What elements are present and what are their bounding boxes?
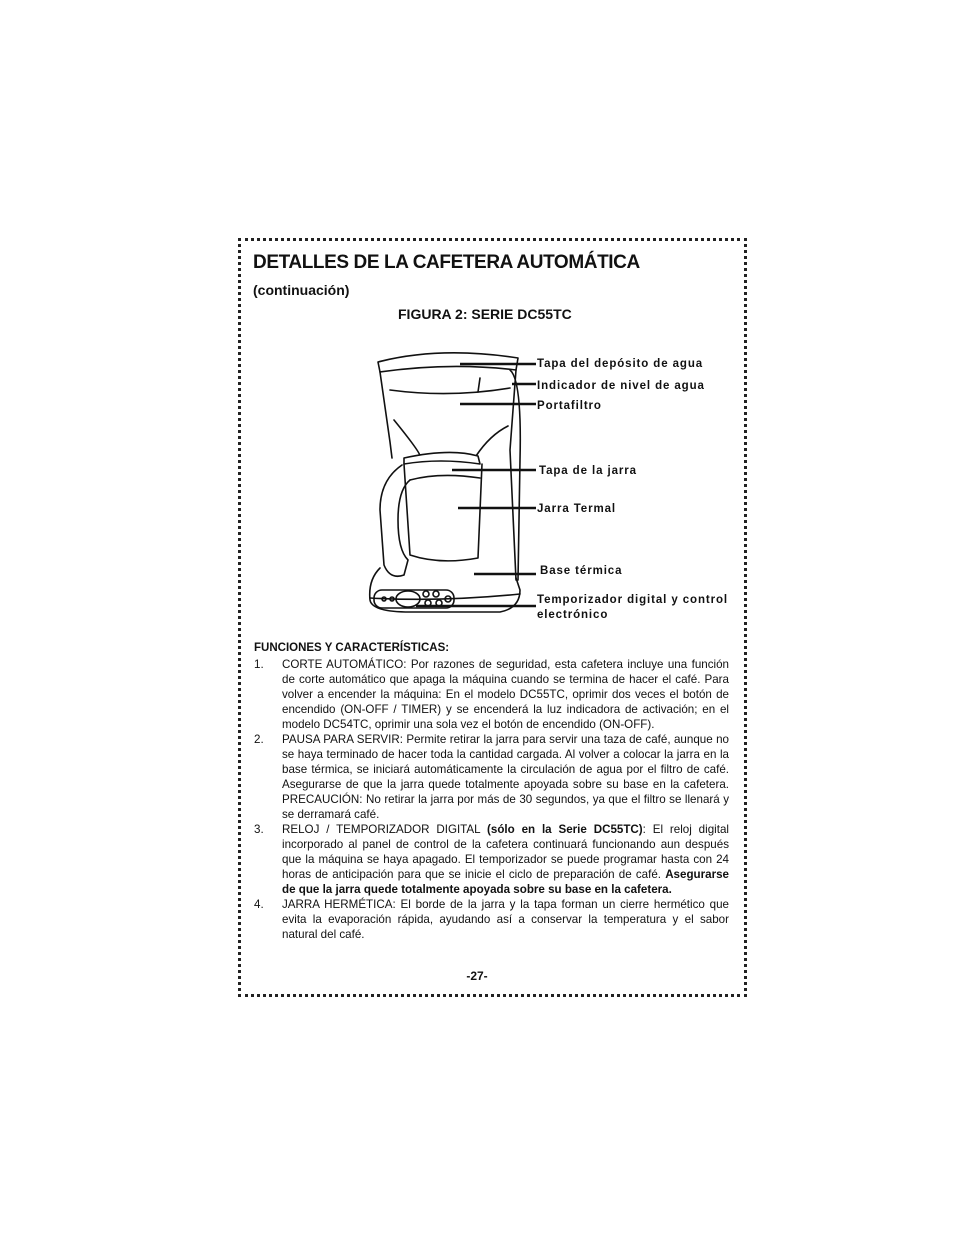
list-item bbox=[254, 732, 729, 822]
item-text-bold: Asegurarse de que la jarra quede totalmente apoyada sobre su base en la cafetera. bbox=[282, 868, 729, 896]
label-temporizador: Temporizador digital y control electrónico bbox=[537, 594, 728, 621]
list-item bbox=[254, 657, 729, 732]
item-number: 2. bbox=[254, 733, 264, 746]
page-title: DETALLES DE LA CAFETERA AUTOMÁTICA bbox=[253, 252, 640, 273]
item-text: PAUSA PARA SERVIR: Permite retirar la jarra para servir una taza de café, aunque no se haya terminado de hacer toda la cantidad cargada. Al volver a colocar la jarra en la base térmica, se iniciará automáticamente la circulación de agua por el filtro de café. Asegurarse de que la jarra quede totalmente apoyada sobre su base en la cafetera. PRECAUCIÓN: No retirar la jarra por más de 30 segundos, ya que el filtro se llenará y se derramará café. bbox=[282, 733, 729, 821]
label-base-termica: Base térmica bbox=[540, 565, 623, 577]
features-heading: FUNCIONES Y CARACTERÍSTICAS: bbox=[254, 642, 450, 654]
item-text-bold: (sólo en la Serie DC55TC) bbox=[487, 823, 643, 836]
label-portafiltro: Portafiltro bbox=[537, 400, 602, 412]
item-number: 4. bbox=[254, 898, 264, 911]
label-tapa-jarra: Tapa de la jarra bbox=[539, 465, 637, 477]
item-number: 3. bbox=[254, 823, 264, 836]
features-section bbox=[254, 641, 729, 942]
item-text bbox=[282, 822, 729, 897]
item-text-part: : El reloj digital incorporado al panel de control de la cafetera continuará funcionando aun después que la máquina se haya apagado. El temporizador se puede programar hasta con 24 horas de anticipación para que se inicie el ciclo de preparación de café. bbox=[282, 823, 729, 881]
figure-title: FIGURA 2: SERIE DC55TC bbox=[398, 306, 572, 322]
page-subtitle: (continuación) bbox=[253, 282, 350, 298]
label-tapa-deposito: Tapa del depósito de agua bbox=[537, 358, 704, 370]
page-number: -27- bbox=[466, 969, 488, 983]
list-item bbox=[254, 822, 729, 897]
label-jarra-termal: Jarra Termal bbox=[537, 503, 616, 515]
item-text-part: RELOJ / TEMPORIZADOR DIGITAL bbox=[282, 823, 488, 836]
list-item bbox=[254, 897, 729, 942]
item-text: JARRA HERMÉTICA: El borde de la jarra y la tapa forman un cierre hermético que evita la evaporación rápida, ayudando así a conservar la temperatura y el sabor natural del café. bbox=[282, 898, 729, 941]
label-indicador-nivel: Indicador de nivel de agua bbox=[537, 380, 705, 392]
item-number: 1. bbox=[254, 658, 264, 671]
item-text: CORTE AUTOMÁTICO: Por razones de seguridad, esta cafetera incluye una función de corte automático que apaga la máquina cuando se termina de hacer el café. Para volver a encender la máquina: En el modelo DC55TC, oprimir dos veces el botón de encendido (ON-OFF / TIMER) y se encenderá la luz indicadora de activación; en el modelo DC54TC, oprimir una sola vez el botón de encendido (ON-OFF). bbox=[282, 658, 729, 731]
